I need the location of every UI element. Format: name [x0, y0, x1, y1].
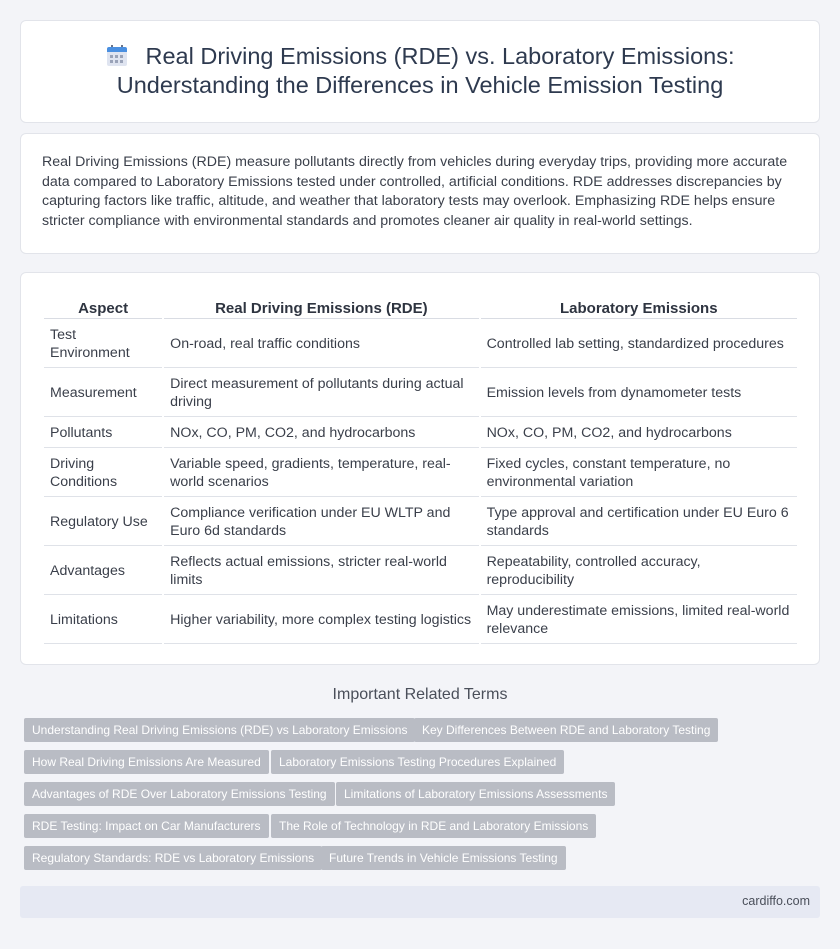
table-cell-aspect: Driving Conditions — [44, 448, 162, 497]
column-header-laboratory: Laboratory Emissions — [481, 293, 797, 319]
table-cell-rde: Direct measurement of pollutants during actual driving — [164, 368, 478, 417]
table-cell-rde: On-road, real traffic conditions — [164, 319, 478, 368]
related-term-link[interactable]: Future Trends in Vehicle Emissions Testing — [321, 846, 566, 870]
comparison-card — [20, 272, 820, 665]
table-cell-laboratory: Type approval and certification under EU Euro 6 standards — [481, 497, 797, 546]
related-terms-heading: Important Related Terms — [332, 686, 508, 703]
table-cell-laboratory: Fixed cycles, constant temperature, no environmental variation — [481, 448, 797, 497]
footer-site-link[interactable]: cardiffo.com — [742, 894, 810, 908]
intro-card — [20, 133, 820, 254]
table-cell-aspect: Measurement — [44, 368, 162, 417]
footer — [20, 886, 820, 918]
related-term-link[interactable]: Understanding Real Driving Emissions (RDE) vs Laboratory Emissions — [24, 718, 415, 742]
table-row — [44, 448, 797, 497]
table-cell-laboratory: Repeatability, controlled accuracy, reproducibility — [481, 546, 797, 595]
table-cell-laboratory: May underestimate emissions, limited real-world relevance — [481, 595, 797, 644]
table-cell-rde: Variable speed, gradients, temperature, real-world scenarios — [164, 448, 478, 497]
table-cell-rde: Higher variability, more complex testing logistics — [164, 595, 478, 644]
table-cell-aspect: Regulatory Use — [44, 497, 162, 546]
table-cell-rde: Reflects actual emissions, stricter real-world limits — [164, 546, 478, 595]
table-cell-rde: NOx, CO, PM, CO2, and hydrocarbons — [164, 417, 478, 448]
table-cell-aspect: Advantages — [44, 546, 162, 595]
title-card — [20, 20, 820, 123]
related-term-link[interactable]: Laboratory Emissions Testing Procedures Explained — [271, 750, 564, 774]
table-row — [44, 417, 797, 448]
calendar-icon — [106, 45, 128, 67]
page-title-line1: Real Driving Emissions (RDE) vs. Laboratory Emissions: — [145, 43, 735, 69]
related-term-link[interactable]: Limitations of Laboratory Emissions Assessments — [336, 782, 615, 806]
table-row — [44, 368, 797, 417]
column-header-rde: Real Driving Emissions (RDE) — [164, 293, 478, 319]
table-row — [44, 319, 797, 368]
column-header-aspect: Aspect — [44, 293, 162, 319]
table-cell-aspect: Pollutants — [44, 417, 162, 448]
table-cell-rde: Compliance verification under EU WLTP and Euro 6d standards — [164, 497, 478, 546]
page-title — [21, 42, 819, 100]
table-cell-laboratory: Emission levels from dynamometer tests — [481, 368, 797, 417]
table-cell-aspect: Test Environment — [44, 319, 162, 368]
table-header-row — [44, 293, 797, 319]
table-row — [44, 546, 797, 595]
related-term-link[interactable]: Advantages of RDE Over Laboratory Emissions Testing — [24, 782, 335, 806]
table-row — [44, 497, 797, 546]
related-term-link[interactable]: Regulatory Standards: RDE vs Laboratory Emissions — [24, 846, 322, 870]
table-row — [44, 595, 797, 644]
related-term-link[interactable]: How Real Driving Emissions Are Measured — [24, 750, 269, 774]
intro-paragraph: Real Driving Emissions (RDE) measure pollutants directly from vehicles during everyday trips, providing more accurate data compared to Laboratory Emissions tested under controlled, artificial conditions. RDE addresses discrepancies by capturing factors like traffic, altitude, and weather that laboratory tests may overlook. Emphasizing RDE helps ensure stricter compliance with environmental standards and promotes cleaner air quality in real-world settings. — [42, 154, 788, 229]
page-title-line2: Understanding the Differences in Vehicle Emission Testing — [116, 72, 724, 98]
table-cell-laboratory: Controlled lab setting, standardized procedures — [481, 319, 797, 368]
comparison-table — [42, 293, 799, 644]
table-cell-aspect: Limitations — [44, 595, 162, 644]
related-term-link[interactable]: The Role of Technology in RDE and Laboratory Emissions — [271, 814, 596, 838]
related-term-link[interactable]: RDE Testing: Impact on Car Manufacturers — [24, 814, 269, 838]
table-cell-laboratory: NOx, CO, PM, CO2, and hydrocarbons — [481, 417, 797, 448]
related-term-link[interactable]: Key Differences Between RDE and Laboratory Testing — [414, 718, 718, 742]
